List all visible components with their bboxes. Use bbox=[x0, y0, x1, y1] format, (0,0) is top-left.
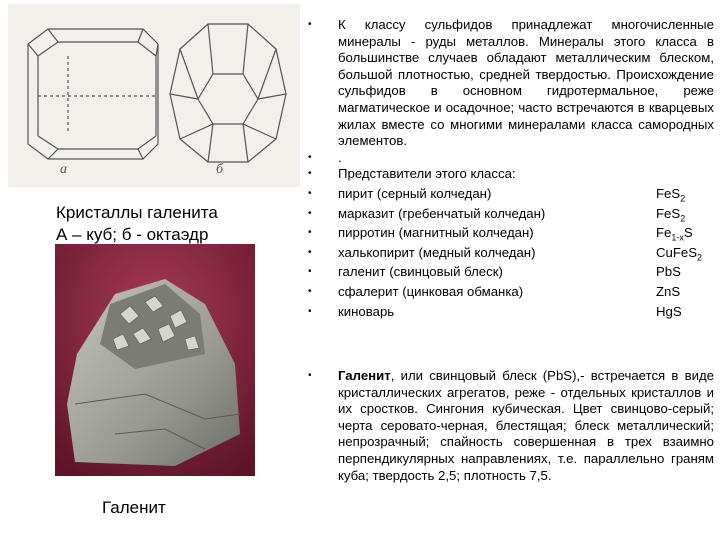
mineral-formula: FeS$_2$ bbox=[656, 205, 686, 224]
mineral-name: галенит (свинцовый блеск) bbox=[338, 264, 503, 280]
bullet-icon: • bbox=[308, 305, 312, 317]
label-a: а bbox=[60, 162, 67, 177]
dot-item: . bbox=[338, 149, 342, 165]
label-b: б bbox=[216, 162, 224, 177]
mineral-formula: $Fe_{1-x}S$ bbox=[656, 225, 693, 243]
diagram-caption bbox=[56, 202, 218, 246]
bullet-icon: • bbox=[308, 246, 312, 258]
bullet-icon: • bbox=[308, 19, 312, 30]
dot-bullet bbox=[304, 150, 714, 167]
mineral-name: марказит (гребенчатый колчедан) bbox=[338, 205, 546, 221]
bullet-icon: • bbox=[308, 266, 312, 278]
galena-term: Галенит bbox=[338, 368, 391, 383]
mineral-row bbox=[304, 304, 714, 321]
mineral-row bbox=[304, 245, 714, 262]
mineral-formula: FeS$_2$ bbox=[656, 185, 686, 204]
bullet-list bbox=[304, 17, 714, 320]
galena-text: , или свинцовый блеск (PbS),- встречается в виде кристаллических агрегатов, реже - отдельных кристаллов и их сростков. Сингония кубическая. Цвет свинцово-серый; черта серовато-черная, блестящая; блеск металлический; непрозрачный; спайность совершенная в трех взаимно перпендикулярных направлениях, т.е. параллельно граням куба; твердость 2,5; плотность 7,5. bbox=[338, 368, 714, 483]
heading-bullet bbox=[304, 166, 714, 183]
bullet-icon: • bbox=[308, 168, 312, 180]
bullet-icon: • bbox=[308, 187, 312, 199]
galena-photo bbox=[55, 244, 255, 476]
photo-caption: Галенит bbox=[102, 498, 166, 517]
mineral-row bbox=[304, 284, 714, 301]
mineral-name: пирротин (магнитный колчедан) bbox=[338, 225, 534, 241]
mineral-formula: PbS bbox=[656, 264, 681, 280]
mineral-row bbox=[304, 186, 714, 203]
mineral-formula: HgS bbox=[656, 303, 682, 319]
mineral-row bbox=[304, 206, 714, 223]
intro-text: К классу сульфидов принадлежат многочисленные минералы - руды металлов. Минералы этого класса в большинстве случаев обладают металлическим блеском, большой плотностью, средней твердостью. Происхождение сульфидов в основном гидротермальное, реже магматическое и осадочное; часто встречаются в кварцевых жилах вместе со многими минералами класса самородных элементов. bbox=[338, 17, 714, 149]
mineral-row bbox=[304, 225, 714, 242]
mineral-name: пирит (серный колчедан) bbox=[338, 185, 492, 201]
galena-bullet bbox=[304, 368, 714, 484]
bullet-icon: • bbox=[308, 227, 312, 239]
mineral-name: халькопирит (медный колчедан) bbox=[338, 244, 536, 260]
mineral-name: сфалерит (цинковая обманка) bbox=[338, 283, 524, 299]
bullet-icon: • bbox=[308, 370, 312, 381]
diagram-caption-line1: Кристаллы галенита bbox=[56, 203, 218, 222]
diagram-caption-line2: А – куб; б - октаэдр bbox=[56, 225, 209, 244]
intro-bullet bbox=[304, 17, 714, 150]
bullet-icon: • bbox=[308, 285, 312, 297]
mineral-row bbox=[304, 264, 714, 281]
bullet-icon: • bbox=[308, 151, 312, 163]
bullet-icon: • bbox=[308, 207, 312, 219]
mineral-formula: ZnS bbox=[656, 283, 681, 299]
mineral-formula: CuFeS$_2$ bbox=[656, 244, 703, 263]
crystal-diagram bbox=[8, 4, 300, 187]
representatives-heading: Представители этого класса: bbox=[338, 166, 516, 182]
galena-description bbox=[338, 368, 714, 484]
mineral-name: киноварь bbox=[338, 303, 395, 319]
